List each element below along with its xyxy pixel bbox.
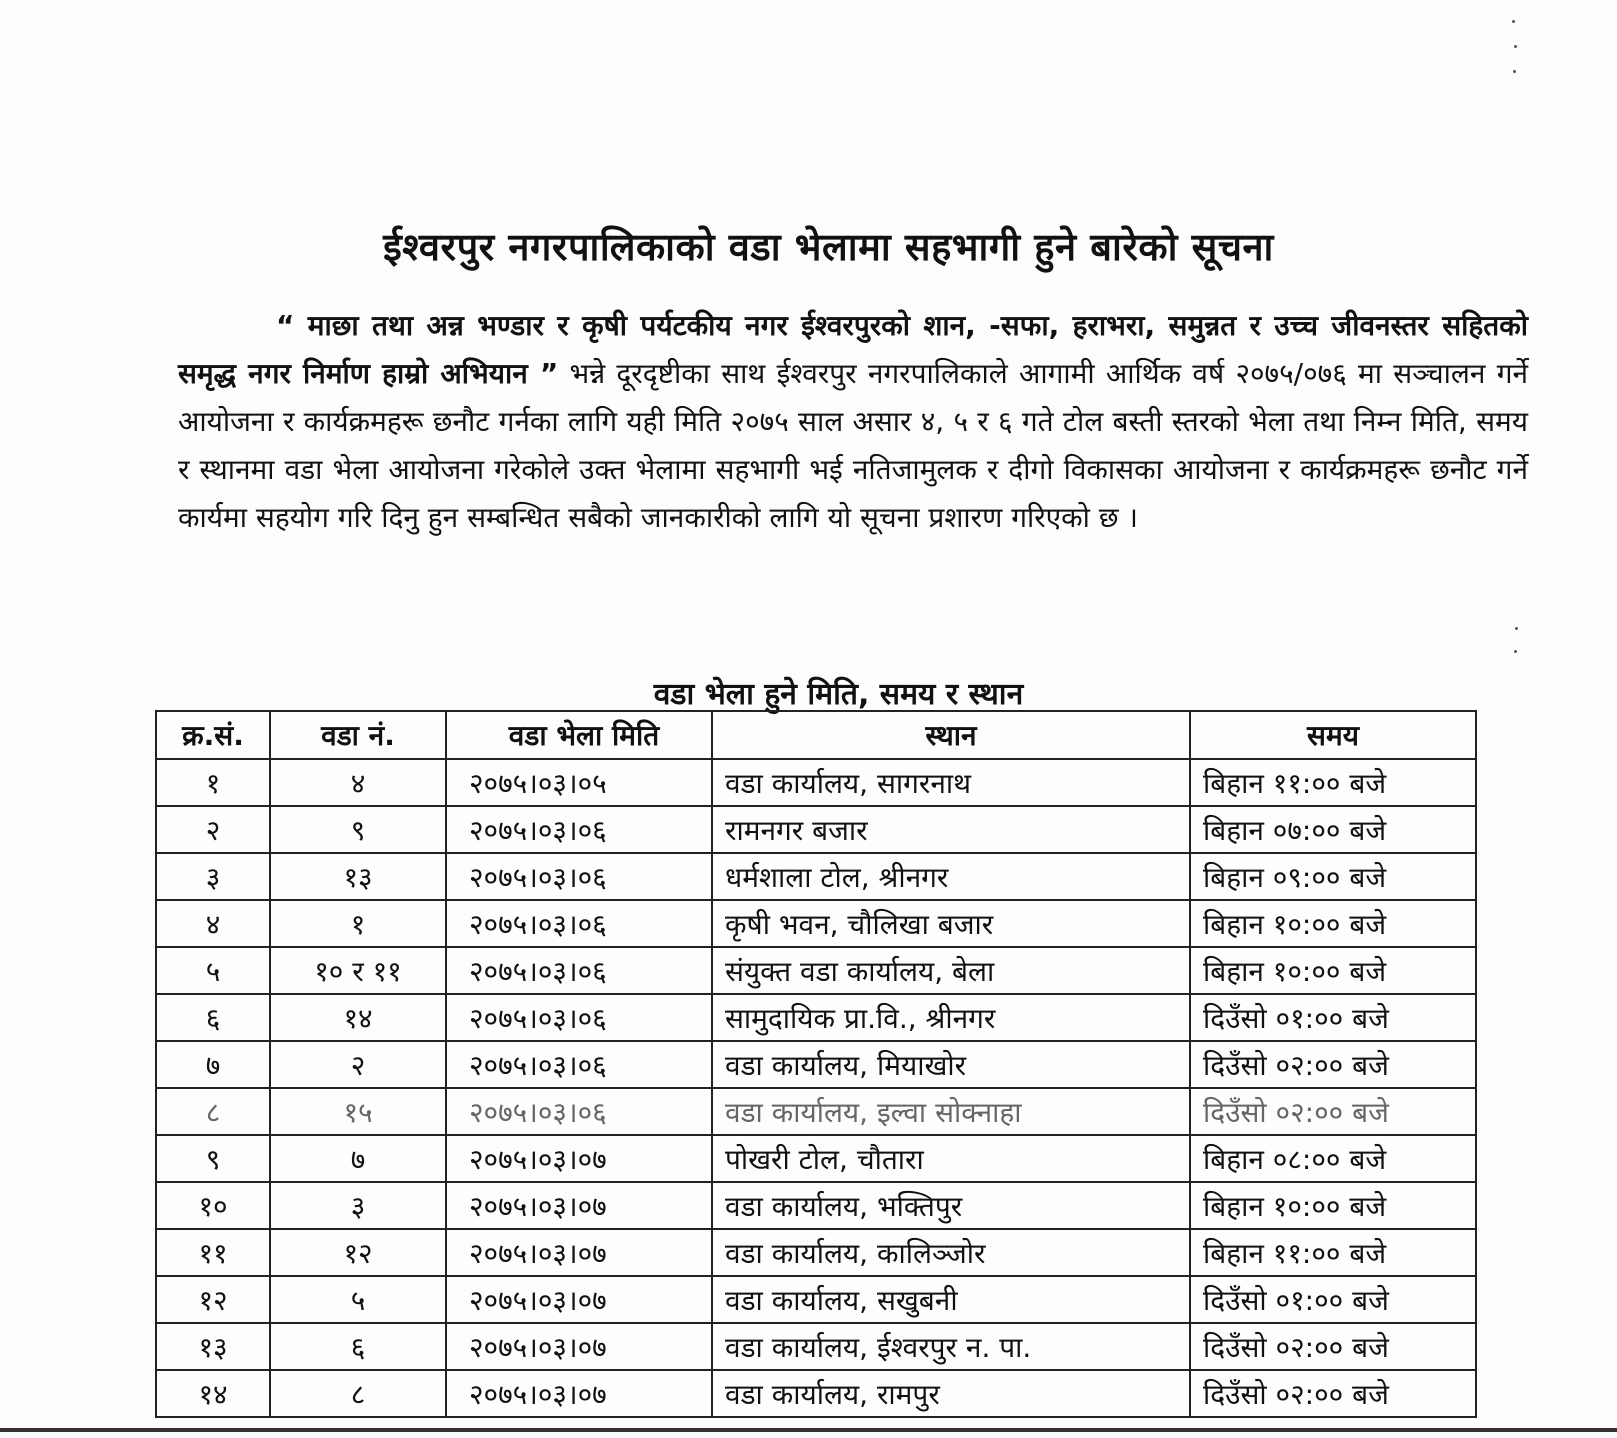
cell-ward: ६ — [270, 1323, 446, 1370]
notice-slogan: “ माछा तथा अन्न भण्डार र कृषी पर्यटकीय नगर ईश्वरपुरको शान, -सफा, हराभरा, समुन्नत र उच्च जीवनस्तर सहितको समृद्ध नगर निर्माण हाम्रो अभियान ” — [178, 309, 1528, 390]
cell-ward: १५ — [270, 1088, 446, 1135]
cell-time: दिउँसो ०२:०० बजे — [1190, 1370, 1476, 1417]
cell-time: बिहान ०७:०० बजे — [1190, 806, 1476, 853]
table-row — [156, 1323, 1476, 1370]
cell-ward: ९ — [270, 806, 446, 853]
table-row — [156, 806, 1476, 853]
cell-place: वडा कार्यालय, रामपुर — [712, 1370, 1190, 1417]
cell-sn: ३ — [156, 853, 270, 900]
cell-place: वडा कार्यालय, सागरनाथ — [712, 759, 1190, 806]
cell-time: बिहान ०८:०० बजे — [1190, 1135, 1476, 1182]
table-row — [156, 900, 1476, 947]
cell-date: २०७५।०३।०७ — [446, 1370, 712, 1417]
header-sn: क्र.सं. — [156, 711, 270, 759]
cell-date: २०७५।०३।०६ — [446, 1088, 712, 1135]
scan-speck — [1513, 70, 1516, 73]
page-bottom-edge — [0, 1428, 1617, 1432]
scan-speck — [1512, 20, 1515, 23]
cell-place: वडा कार्यालय, भक्तिपुर — [712, 1182, 1190, 1229]
cell-ward: २ — [270, 1041, 446, 1088]
cell-ward: १ — [270, 900, 446, 947]
cell-ward: ३ — [270, 1182, 446, 1229]
cell-place: कृषी भवन, चौलिखा बजार — [712, 900, 1190, 947]
notice-body: भन्ने दूरदृष्टीका साथ ईश्वरपुर नगरपालिकाले आगामी आर्थिक वर्ष २०७५/०७६ मा सञ्चालन गर्ने आयोजना र कार्यक्रमहरू छनौट गर्नका लागि यही मिति २०७५ साल असार ४, ५ र ६ गते टोल बस्ती स्तरको भेला तथा निम्न मिति, समय र स्थानमा वडा भेला आयोजना गरेकोले उक्त भेलामा सहभागी भई नतिजामुलक र दीगो विकासका आयोजना र कार्यक्रमहरू छनौट गर्ने कार्यमा सहयोग गरि दिनु हुन सम्बन्धित सबैको जानकारीको लागि यो सूचना प्रशारण गरिएको छ । — [178, 357, 1528, 534]
cell-date: २०७५।०३।०६ — [446, 1041, 712, 1088]
cell-sn: ६ — [156, 994, 270, 1041]
header-date: वडा भेला मिति — [446, 711, 712, 759]
table-row — [156, 853, 1476, 900]
header-ward: वडा नं. — [270, 711, 446, 759]
cell-time: बिहान १०:०० बजे — [1190, 947, 1476, 994]
cell-sn: १४ — [156, 1370, 270, 1417]
notice-paragraph — [178, 302, 1528, 542]
cell-date: २०७५।०३।०६ — [446, 900, 712, 947]
scan-speck — [1514, 650, 1517, 653]
cell-date: २०७५।०३।०७ — [446, 1323, 712, 1370]
scan-speck — [1514, 45, 1517, 48]
cell-date: २०७५।०३।०५ — [446, 759, 712, 806]
cell-date: २०७५।०३।०७ — [446, 1276, 712, 1323]
cell-time: बिहान ११:०० बजे — [1190, 1229, 1476, 1276]
cell-date: २०७५।०३।०६ — [446, 994, 712, 1041]
cell-date: २०७५।०३।०७ — [446, 1182, 712, 1229]
cell-place: संयुक्त वडा कार्यालय, बेला — [712, 947, 1190, 994]
cell-place: पोखरी टोल, चौतारा — [712, 1135, 1190, 1182]
table-row — [156, 1182, 1476, 1229]
cell-ward: ७ — [270, 1135, 446, 1182]
cell-time: बिहान १०:०० बजे — [1190, 900, 1476, 947]
table-row — [156, 1229, 1476, 1276]
cell-sn: १० — [156, 1182, 270, 1229]
cell-sn: १३ — [156, 1323, 270, 1370]
cell-ward: १२ — [270, 1229, 446, 1276]
cell-ward: १४ — [270, 994, 446, 1041]
header-place: स्थान — [712, 711, 1190, 759]
cell-date: २०७५।०३।०६ — [446, 947, 712, 994]
cell-sn: १ — [156, 759, 270, 806]
schedule-caption: वडा भेला हुने मिति, समय र स्थान — [653, 677, 1024, 712]
cell-sn: २ — [156, 806, 270, 853]
table-row — [156, 1276, 1476, 1323]
notice-title: ईश्वरपुर नगरपालिकाको वडा भेलामा सहभागी हुने बारेको सूचना — [383, 225, 1274, 269]
cell-sn: ८ — [156, 1088, 270, 1135]
cell-time: दिउँसो ०१:०० बजे — [1190, 1276, 1476, 1323]
cell-time: दिउँसो ०२:०० बजे — [1190, 1088, 1476, 1135]
scan-speck — [1515, 627, 1518, 630]
table-row — [156, 947, 1476, 994]
table-row — [156, 1370, 1476, 1417]
cell-place: सामुदायिक प्रा.वि., श्रीनगर — [712, 994, 1190, 1041]
cell-ward: ८ — [270, 1370, 446, 1417]
table-row — [156, 1135, 1476, 1182]
cell-date: २०७५।०३।०६ — [446, 853, 712, 900]
cell-ward: ५ — [270, 1276, 446, 1323]
cell-sn: १२ — [156, 1276, 270, 1323]
cell-place: वडा कार्यालय, ईश्वरपुर न. पा. — [712, 1323, 1190, 1370]
table-row — [156, 994, 1476, 1041]
cell-date: २०७५।०३।०७ — [446, 1229, 712, 1276]
cell-date: २०७५।०३।०६ — [446, 806, 712, 853]
cell-sn: ७ — [156, 1041, 270, 1088]
cell-place: वडा कार्यालय, इल्वा सोक्नाहा — [712, 1088, 1190, 1135]
cell-sn: ९ — [156, 1135, 270, 1182]
schedule-body — [156, 759, 1476, 1417]
cell-ward: ४ — [270, 759, 446, 806]
table-row — [156, 759, 1476, 806]
cell-time: दिउँसो ०२:०० बजे — [1190, 1323, 1476, 1370]
schedule-table — [155, 710, 1477, 1418]
cell-time: बिहान १०:०० बजे — [1190, 1182, 1476, 1229]
cell-place: वडा कार्यालय, सखुबनी — [712, 1276, 1190, 1323]
cell-ward: १३ — [270, 853, 446, 900]
cell-time: दिउँसो ०१:०० बजे — [1190, 994, 1476, 1041]
cell-sn: ११ — [156, 1229, 270, 1276]
table-row — [156, 1041, 1476, 1088]
cell-place: रामनगर बजार — [712, 806, 1190, 853]
cell-time: दिउँसो ०२:०० बजे — [1190, 1041, 1476, 1088]
table-row — [156, 1088, 1476, 1135]
cell-sn: ४ — [156, 900, 270, 947]
cell-place: वडा कार्यालय, मियाखोर — [712, 1041, 1190, 1088]
cell-date: २०७५।०३।०७ — [446, 1135, 712, 1182]
cell-place: धर्मशाला टोल, श्रीनगर — [712, 853, 1190, 900]
cell-place: वडा कार्यालय, कालिञ्जोर — [712, 1229, 1190, 1276]
cell-ward: १० र ११ — [270, 947, 446, 994]
header-time: समय — [1190, 711, 1476, 759]
cell-sn: ५ — [156, 947, 270, 994]
cell-time: बिहान ०९:०० बजे — [1190, 853, 1476, 900]
cell-time: बिहान ११:०० बजे — [1190, 759, 1476, 806]
table-header-row — [156, 711, 1476, 759]
